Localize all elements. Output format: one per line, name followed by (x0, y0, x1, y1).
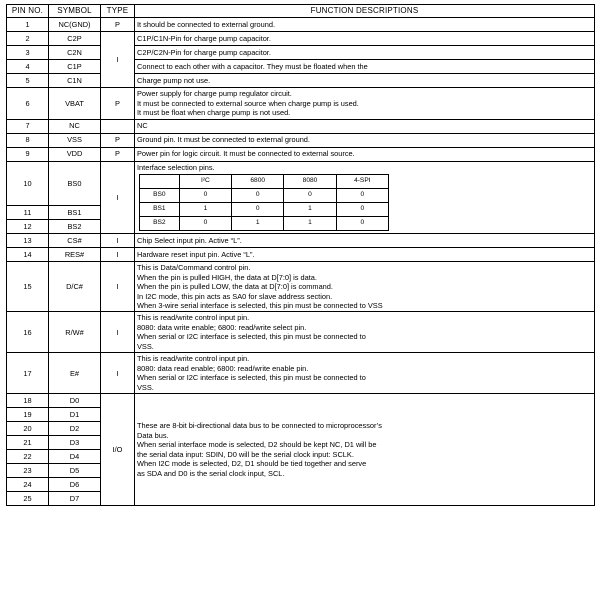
symbol-cell: D/C# (49, 262, 101, 312)
description-line: Ground pin. It must be connected to external ground. (137, 135, 310, 145)
table-row (7, 18, 595, 32)
table-row (7, 46, 595, 60)
pin-no-cell: 4 (7, 60, 49, 74)
matrix-cell: 1 (284, 217, 336, 231)
type-cell: I (101, 262, 135, 312)
description-cell (135, 133, 595, 147)
matrix-cell: 0 (336, 217, 388, 231)
symbol-cell: BS2 (49, 220, 101, 234)
matrix-cell: 0 (336, 189, 388, 203)
pin-description-table (6, 4, 595, 506)
description-line: When serial interface mode is selected, D2 should be kept NC, D1 will be (137, 440, 377, 450)
symbol-cell: CS# (49, 234, 101, 248)
symbol-cell: C1N (49, 74, 101, 88)
pin-no-cell: 5 (7, 74, 49, 88)
table-row (7, 394, 595, 408)
description-line: the serial data input: SDIN, D0 will be the serial clock input: SCLK. (137, 449, 354, 459)
table-row (7, 119, 595, 133)
table-header-row (7, 5, 595, 18)
pin-no-cell: 21 (7, 436, 49, 450)
symbol-cell: RES# (49, 248, 101, 262)
description-cell (135, 234, 595, 248)
pin-no-cell: 25 (7, 492, 49, 506)
matrix-header-4spi: 4-SPI (336, 175, 388, 189)
pin-no-cell: 14 (7, 248, 49, 262)
description-line: C2P/C2N-Pin for charge pump capacitor. (137, 48, 271, 57)
pin-no-cell: 17 (7, 353, 49, 394)
description-line: This is Data/Command control pin. (137, 263, 251, 273)
description-line: These are 8-bit bi-directional data bus to be connected to microprocessor’s (137, 421, 382, 431)
matrix-cell: 1 (232, 217, 284, 231)
table-row (7, 60, 595, 74)
symbol-cell: R/W# (49, 312, 101, 353)
description-line: Interface selection pins. (137, 162, 215, 172)
matrix-cell: 1 (284, 203, 336, 217)
pin-no-cell: 18 (7, 394, 49, 408)
description-cell (135, 46, 595, 60)
type-cell: I (101, 32, 135, 88)
pin-no-cell: 24 (7, 478, 49, 492)
description-cell (135, 353, 595, 394)
column-header-pin-no: PIN NO. (7, 5, 49, 18)
description-cell (135, 32, 595, 46)
matrix-cell: 0 (179, 217, 231, 231)
description-cell (135, 147, 595, 161)
pin-no-cell: 1 (7, 18, 49, 32)
column-header-type: TYPE (101, 5, 135, 18)
description-line: When the pin is pulled LOW, the data at D[7:0] is command. (137, 282, 333, 292)
type-cell: I/O (101, 394, 135, 506)
description-line: When the pin is pulled HIGH, the data at D[7:0] is data. (137, 272, 317, 282)
description-cell (135, 88, 595, 119)
matrix-header-8080: 8080 (284, 175, 336, 189)
column-header-symbol: SYMBOL (49, 5, 101, 18)
description-line: Hardware reset input pin. Active “L”. (137, 249, 255, 259)
description-line: 8080: data write enable; 6800: read/write select pin. (137, 322, 307, 332)
pin-no-cell: 9 (7, 147, 49, 161)
description-cell (135, 119, 595, 133)
matrix-label: BS1 (140, 203, 180, 217)
symbol-cell: BS1 (49, 206, 101, 220)
pin-no-cell: 7 (7, 119, 49, 133)
symbol-cell: C2N (49, 46, 101, 60)
matrix-row (140, 217, 389, 231)
type-cell: I (101, 248, 135, 262)
description-line: VSS. (137, 341, 154, 351)
pin-no-cell: 15 (7, 262, 49, 312)
matrix-row (140, 203, 389, 217)
description-cell-data-bus (135, 394, 595, 506)
symbol-cell: D2 (49, 422, 101, 436)
matrix-cell: 0 (284, 189, 336, 203)
matrix-label: BS2 (140, 217, 180, 231)
pin-no-cell: 13 (7, 234, 49, 248)
pin-no-cell: 19 (7, 408, 49, 422)
column-header-function-descriptions: FUNCTION DESCRIPTIONS (135, 5, 595, 18)
description-line: Connect to each other with a capacitor. They must be floated when the (137, 62, 368, 71)
description-line: It must be connected to external source when charge pump is used. (137, 98, 359, 108)
symbol-cell: C2P (49, 32, 101, 46)
table-row (7, 312, 595, 353)
pin-no-cell: 8 (7, 133, 49, 147)
pin-no-cell: 20 (7, 422, 49, 436)
table-row (7, 88, 595, 119)
description-line: VSS. (137, 382, 154, 392)
table-row (7, 161, 595, 205)
description-cell (135, 312, 595, 353)
matrix-cell: 0 (179, 189, 231, 203)
matrix-corner (140, 175, 180, 189)
description-line: This is read/write control input pin. (137, 313, 250, 323)
symbol-cell: D3 (49, 436, 101, 450)
description-line: 8080: data read enable; 6800: read/write enable pin. (137, 363, 309, 373)
type-cell: P (101, 147, 135, 161)
symbol-cell: BS0 (49, 161, 101, 205)
table-row (7, 234, 595, 248)
symbol-cell: VBAT (49, 88, 101, 119)
matrix-label: BS0 (140, 189, 180, 203)
pin-no-cell: 10 (7, 161, 49, 205)
table-row (7, 262, 595, 312)
description-line: It must be float when charge pump is not used. (137, 108, 291, 118)
description-line: Power pin for logic circuit. It must be connected to external source. (137, 149, 355, 159)
type-cell: I (101, 312, 135, 353)
type-cell: P (101, 88, 135, 119)
symbol-cell: NC(GND) (49, 18, 101, 32)
description-line: Charge pump not use. (137, 76, 211, 85)
pin-no-cell: 6 (7, 88, 49, 119)
matrix-row (140, 189, 389, 203)
description-line: When serial or I2C interface is selected, this pin must be connected to (137, 373, 366, 383)
description-cell (135, 262, 595, 312)
description-line: C1P/C1N-Pin for charge pump capacitor. (137, 34, 271, 43)
symbol-cell: D6 (49, 478, 101, 492)
description-line: It should be connected to external ground. (137, 20, 276, 29)
symbol-cell: D7 (49, 492, 101, 506)
pin-no-cell: 23 (7, 464, 49, 478)
description-line: This is read/write control input pin. (137, 354, 250, 364)
description-line: Power supply for charge pump regulator circuit. (137, 89, 292, 99)
type-cell: I (101, 234, 135, 248)
symbol-cell: D5 (49, 464, 101, 478)
matrix-header-row (140, 175, 389, 189)
interface-selection-matrix (139, 174, 389, 231)
matrix-cell: 0 (232, 203, 284, 217)
symbol-cell: D4 (49, 450, 101, 464)
pin-no-cell: 3 (7, 46, 49, 60)
symbol-cell: D0 (49, 394, 101, 408)
table-row (7, 74, 595, 88)
symbol-cell: NC (49, 119, 101, 133)
description-line: When 3-wire serial interface is selected, this pin must be connected to VSS (137, 300, 383, 310)
matrix-cell: 0 (232, 189, 284, 203)
type-cell: P (101, 133, 135, 147)
pin-no-cell: 16 (7, 312, 49, 353)
symbol-cell: D1 (49, 408, 101, 422)
matrix-header-6800: 6800 (232, 175, 284, 189)
table-row (7, 32, 595, 46)
description-cell (135, 74, 595, 88)
description-line: Data bus. (137, 430, 169, 440)
pin-no-cell: 11 (7, 206, 49, 220)
description-cell (135, 18, 595, 32)
description-line: Chip Select input pin. Active “L”. (137, 235, 242, 245)
description-cell-interface-selection (135, 161, 595, 233)
table-row (7, 353, 595, 394)
matrix-header-i2c: I²C (179, 175, 231, 189)
description-line: When I2C mode is selected, D2, D1 should be tied together and serve (137, 459, 367, 469)
type-cell (101, 119, 135, 133)
description-line: as SDA and D0 is the serial clock input, SCL. (137, 468, 285, 478)
symbol-cell: VSS (49, 133, 101, 147)
pin-no-cell: 2 (7, 32, 49, 46)
pin-no-cell: 12 (7, 220, 49, 234)
type-cell: P (101, 18, 135, 32)
table-row (7, 147, 595, 161)
matrix-cell: 0 (336, 203, 388, 217)
description-cell (135, 60, 595, 74)
type-cell: I (101, 353, 135, 394)
type-cell: I (101, 161, 135, 233)
symbol-cell: C1P (49, 60, 101, 74)
description-line: When serial or I2C interface is selected, this pin must be connected to (137, 332, 366, 342)
symbol-cell: E# (49, 353, 101, 394)
description-line: In I2C mode, this pin acts as SA0 for slave address section. (137, 291, 333, 301)
table-row (7, 248, 595, 262)
description-line: NC (137, 121, 148, 131)
pin-no-cell: 22 (7, 450, 49, 464)
description-cell (135, 248, 595, 262)
matrix-cell: 1 (179, 203, 231, 217)
table-row (7, 133, 595, 147)
symbol-cell: VDD (49, 147, 101, 161)
